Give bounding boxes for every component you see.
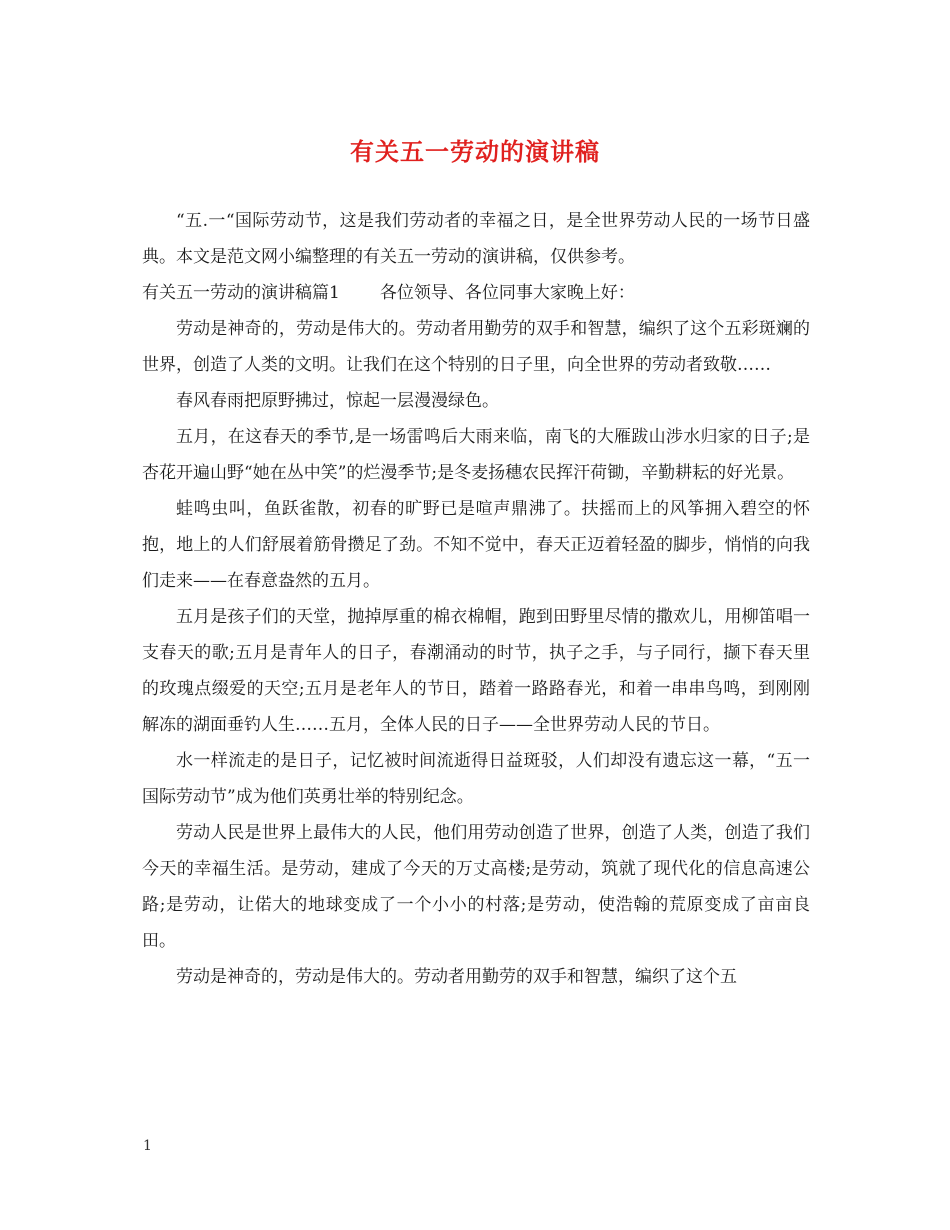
intro-paragraph: “五.一“国际劳动节，这是我们劳动者的幸福之日，是全世界劳动人民的一场节日盛典。本文是范文网小编整理的有关五一劳动的演讲稿，仅供参考。 bbox=[142, 211, 810, 267]
body-paragraph-1: 劳动是神奇的，劳动是伟大的。劳动者用勤劳的双手和智慧，编织了这个五彩斑斓的世界，创造了人类的文明。让我们在这个特别的日子里，向全世界的劳动者致敬…… bbox=[142, 319, 810, 375]
body-paragraph-8: 劳动是神奇的，劳动是伟大的。劳动者用勤劳的双手和智慧，编织了这个五 bbox=[176, 967, 737, 987]
section-heading: 有关五一劳动的演讲稿篇1 bbox=[142, 283, 340, 303]
document-body bbox=[142, 203, 810, 995]
body-paragraph-7: 劳动人民是世界上最伟大的人民，他们用劳动创造了世界，创造了人类，创造了我们今天的幸福生活。是劳动，建成了今天的万丈高楼;是劳动，筑就了现代化的信息高速公路;是劳动，让偌大的地球变成了一个小小的村落;是劳动，使浩翰的荒原变成了亩亩良田。 bbox=[142, 823, 810, 951]
section-heading-line bbox=[142, 275, 810, 311]
body-paragraph-3: 五月，在这春天的季节,是一场雷鸣后大雨来临，南飞的大雁跋山涉水归家的日子;是杏花开遍山野“她在丛中笑”的烂漫季节;是冬麦扬穗农民挥汗荷锄，辛勤耕耘的好光景。 bbox=[142, 427, 810, 483]
body-paragraph-2: 春风春雨把原野拂过，惊起一层漫漫绿色。 bbox=[176, 391, 499, 411]
body-paragraph-6: 水一样流走的是日子，记忆被时间流逝得日益斑驳，人们却没有遗忘这一幕，“五一国际劳动节”成为他们英勇壮举的特别纪念。 bbox=[142, 751, 810, 807]
document-title: 有关五一劳动的演讲稿 bbox=[350, 137, 600, 166]
greeting: 各位领导、各位同事大家晚上好： bbox=[379, 283, 635, 303]
page-number: 1 bbox=[143, 1138, 152, 1154]
body-paragraph-4: 蛙鸣虫叫，鱼跃雀散，初春的旷野已是喧声鼎沸了。扶摇而上的风筝拥入碧空的怀抱，地上的人们舒展着筋骨攒足了劲。不知不觉中，春天正迈着轻盈的脚步，悄悄的向我们走来——在春意盎然的五月。 bbox=[142, 499, 810, 591]
body-paragraph-5: 五月是孩子们的天堂，抛掉厚重的棉衣棉帽，跑到田野里尽情的撒欢儿，用柳笛唱一支春天的歌;五月是青年人的日子，春潮涌动的时节，执子之手，与子同行，撷下春天里的玫瑰点缀爱的天空;五月是老年人的节日，踏着一路路春光，和着一串串鸟鸣，到刚刚解冻的湖面垂钓人生……五月，全体人民的日子——全世界劳动人民的节日。 bbox=[142, 607, 810, 735]
